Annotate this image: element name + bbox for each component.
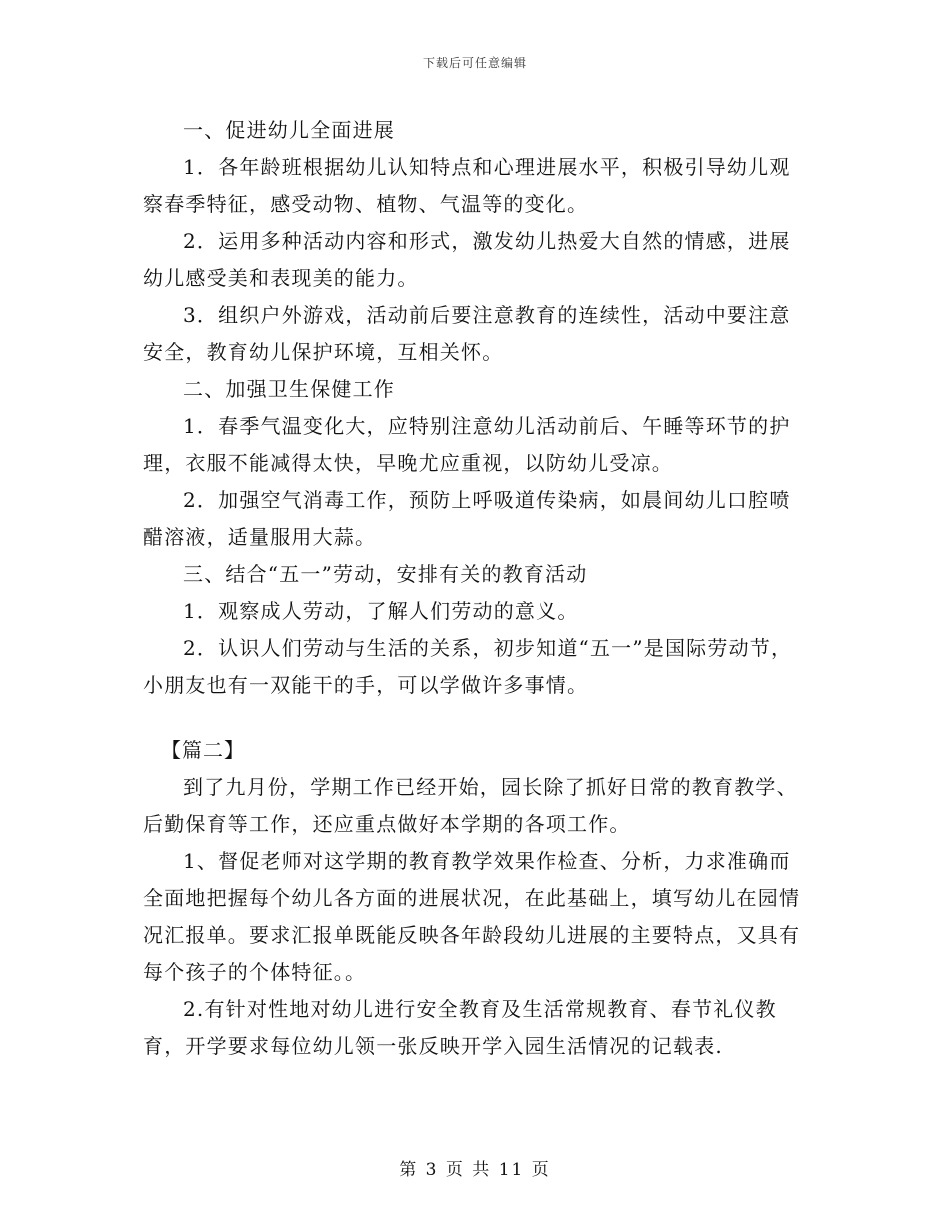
document-body	[143, 112, 807, 1065]
paragraph: 1、督促老师对这学期的教育教学效果作检查、分析，力求准确而全面地把握每个幼儿各方面的进展状况，在此基础上，填写幼儿在园情况汇报单。要求汇报单既能反映各年龄段幼儿进展的主要特点，又具有每个孩子的个体特征。。	[143, 849, 801, 984]
section-label-part-two: 【篇二】	[161, 738, 245, 762]
paragraph: 3．组织户外游戏，活动前后要注意教育的连续性，活动中要注意安全，教育幼儿保护环境，互相关怀。	[143, 303, 791, 364]
page-number-footer: 第 3 页 共 11 页	[399, 1160, 551, 1180]
paragraph: 1．观察成人劳动，了解人们劳动的意义。	[183, 599, 579, 623]
heading-section-2: 二、加强卫生保健工作	[183, 377, 395, 401]
paragraph: 到了九月份，学期工作已经开始，园长除了抓好日常的教育教学、后勤保育等工作，还应重点做好本学期的各项工作。	[143, 775, 798, 836]
heading-section-1: 一、促进幼儿全面进展	[183, 118, 395, 142]
paragraph: 2．加强空气消毒工作，预防上呼吸道传染病，如晨间幼儿口腔喷醋溶液，适量服用大蒜。	[143, 488, 791, 549]
paragraph: 2．认识人们劳动与生活的关系，初步知道“五一”是国际劳动节，小朋友也有一双能干的手，可以学做许多事情。	[143, 636, 793, 697]
paragraph: 1．春季气温变化大，应特别注意幼儿活动前后、午睡等环节的护理，衣服不能减得太快，早晚尤应重视，以防幼儿受凉。	[143, 414, 791, 475]
header-note: 下载后可任意编辑	[422, 56, 527, 70]
heading-section-3: 三、结合“五一”劳动，安排有关的教育活动	[183, 562, 588, 586]
paragraph: 2．运用多种活动内容和形式，激发幼儿热爱大自然的情感，进展幼儿感受美和表现美的能力。	[143, 229, 791, 290]
paragraph: 2.有针对性地对幼儿进行安全教育及生活常规教育、春节礼仪教育，开学要求每位幼儿领一张反映开学入园生活情况的记载表.	[143, 997, 777, 1058]
paragraph: 1．各年龄班根据幼儿认知特点和心理进展水平，积极引导幼儿观察春季特征，感受动物、植物、气温等的变化。	[143, 155, 791, 216]
